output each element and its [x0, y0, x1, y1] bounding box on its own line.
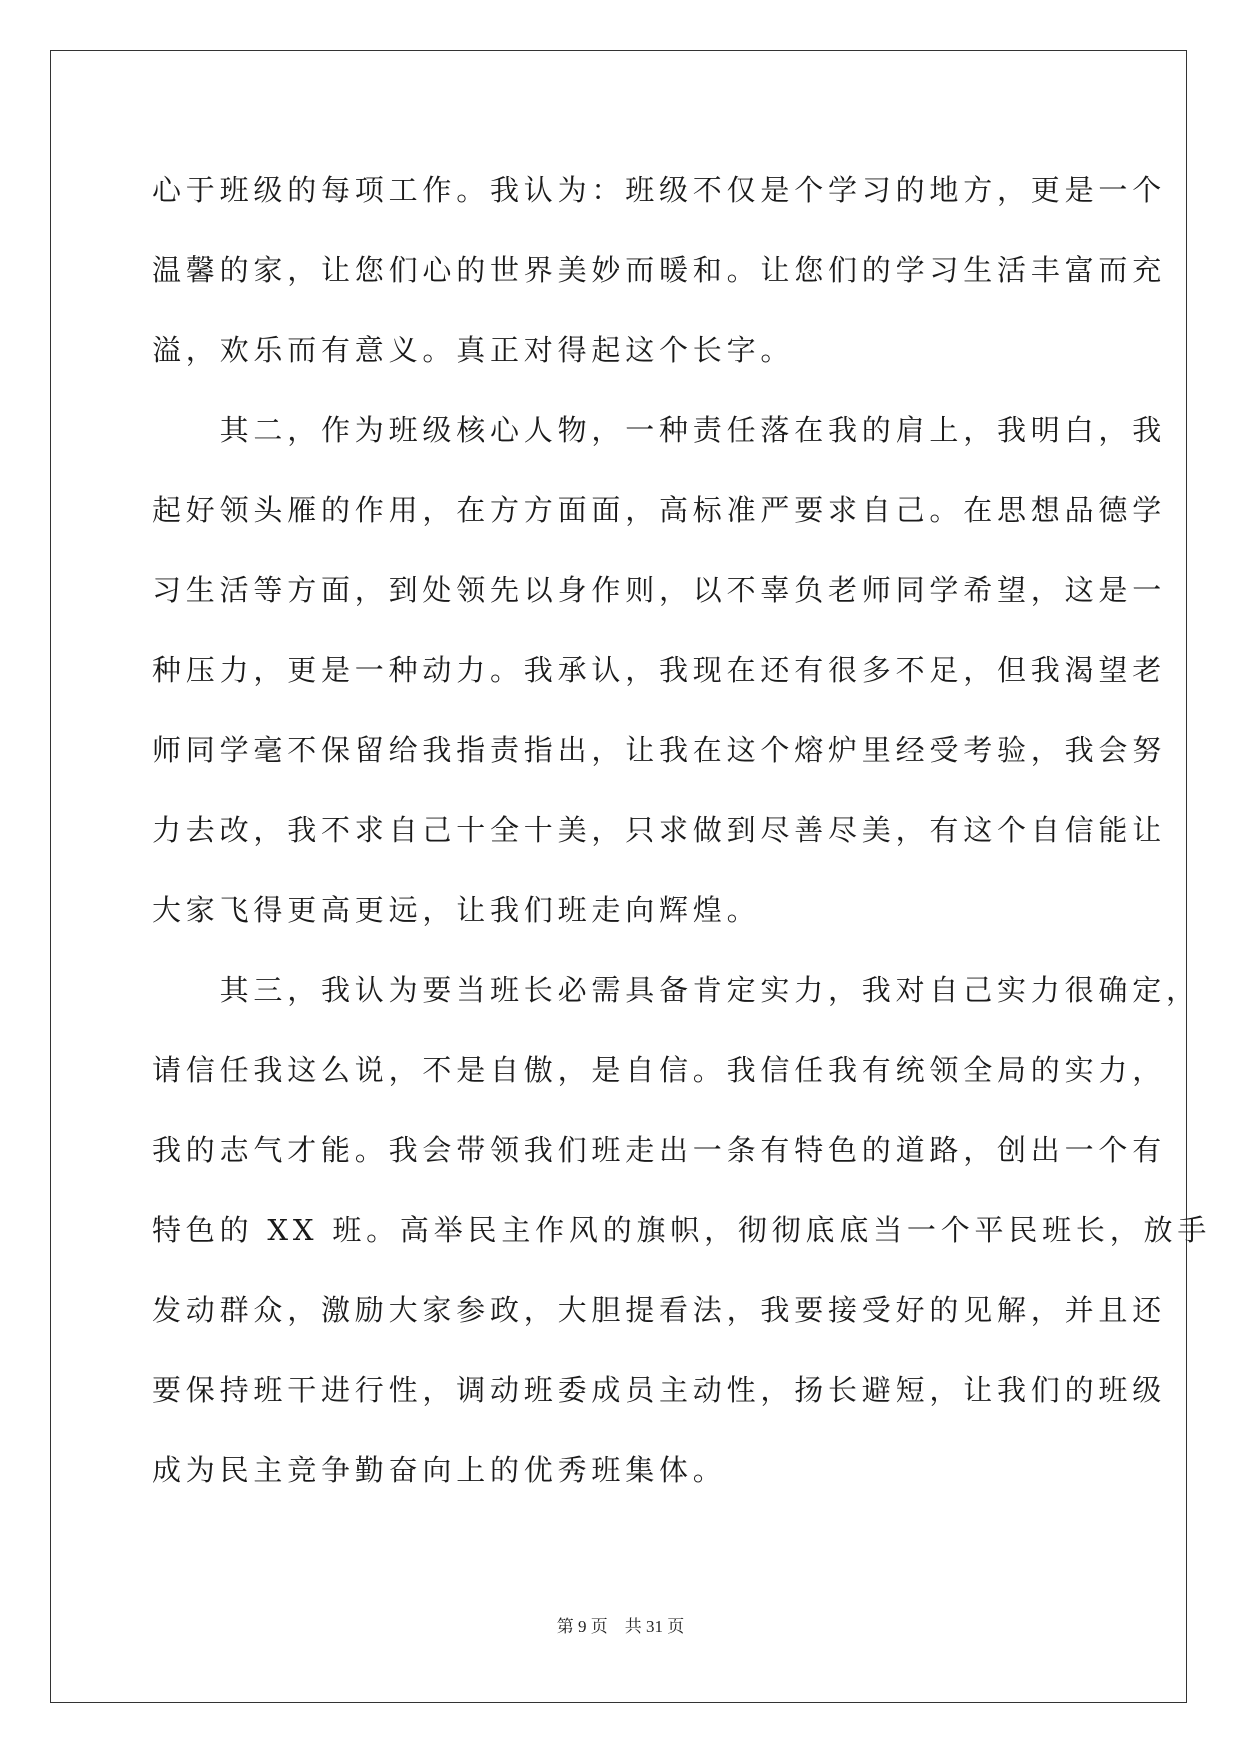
- page-number: 第 9 页: [556, 1617, 608, 1636]
- footer-gap: [608, 1617, 625, 1636]
- text-line: 请信任我这么说，不是自傲，是自信。我信任我有统领全局的实力，: [152, 1053, 1167, 1087]
- text-line: 种压力，更是一种动力。我承认，我现在还有很多不足，但我渴望老: [152, 653, 1167, 687]
- page-total: 共 31 页: [624, 1617, 685, 1636]
- text-line: 起好领头雁的作用，在方方面面，高标准严要求自己。在思想品德学: [152, 493, 1167, 527]
- text-line: 溢，欢乐而有意义。真正对得起这个长字。: [152, 333, 795, 367]
- text-line: 大家飞得更高更远，让我们班走向辉煌。: [152, 893, 761, 927]
- text-line: 特色的 XX 班。高举民主作风的旗帜，彻彻底底当一个平民班长，放手: [152, 1213, 1212, 1247]
- text-line: 要保持班干进行性，调动班委成员主动性，扬长避短，让我们的班级: [152, 1373, 1167, 1407]
- text-line: 温馨的家，让您们心的世界美妙而暖和。让您们的学习生活丰富而充: [152, 253, 1167, 287]
- body-text: [152, 150, 1212, 1510]
- text-line: 其三，我认为要当班长必需具备肯定实力，我对自己实力很确定，: [152, 973, 1200, 1007]
- text-line: 心于班级的每项工作。我认为：班级不仅是个学习的地方，更是一个: [152, 173, 1167, 207]
- text-line: 发动群众，激励大家参政，大胆提看法，我要接受好的见解，并且还: [152, 1293, 1167, 1327]
- text-line: 力去改，我不求自己十全十美，只求做到尽善尽美，有这个自信能让: [152, 813, 1167, 847]
- text-line: 成为民主竞争勤奋向上的优秀班集体。: [152, 1453, 727, 1487]
- text-line: 师同学毫不保留给我指责指出，让我在这个熔炉里经受考验，我会努: [152, 733, 1167, 767]
- text-line: 我的志气才能。我会带领我们班走出一条有特色的道路，创出一个有: [152, 1133, 1167, 1167]
- text-line: 其二，作为班级核心人物，一种责任落在我的肩上，我明白，我: [152, 413, 1167, 447]
- page-footer: [0, 1612, 1241, 1637]
- text-line: 习生活等方面，到处领先以身作则，以不辜负老师同学希望，这是一: [152, 573, 1167, 607]
